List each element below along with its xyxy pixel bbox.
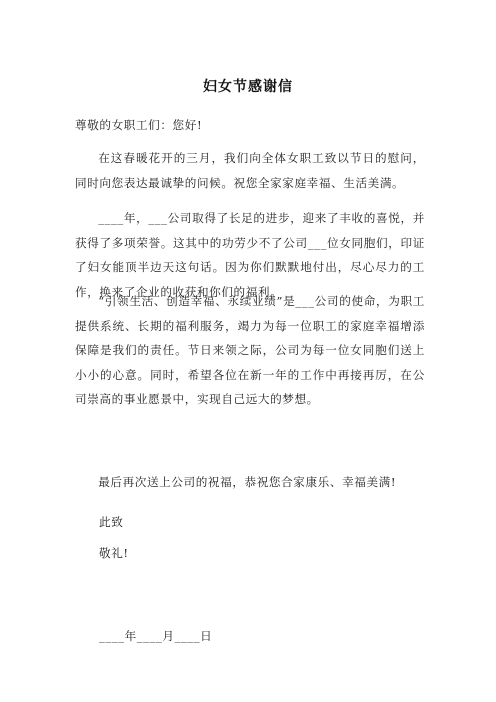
salutation: 尊敬的女职工们：您好! (75, 118, 203, 132)
paragraph-mission: “引领生活、创造幸福、永续业绩”是___公司的使命，为职工提供系统、长期的福利服务，竭力为每一位职工的家庭幸福增添保障是我们的责任。节日来领之际，公司为每一位女同胞们送上小小的心意。同时，希望各位在新一年的工作中再接再厉，在公司崇高的事业愿景中，实现自己远大的梦想。 (75, 294, 425, 406)
paragraph-achievements: ____年，___公司取得了长足的进步，迎来了丰收的喜悦，并获得了多项荣誉。这其中的功劳少不了公司___位女同胞们，印证了妇女能顶半边天这句话。因为你们默默地付出，尽心尽力的工作，换来了企业的收获和你们的福利。 (75, 211, 425, 299)
date-line: ____年____月____日 (99, 629, 213, 643)
paragraph-blessing: 最后再次送上公司的祝福，恭祝您合家康乐、幸福美满! (98, 475, 397, 489)
closing-ci-zhi: 此致 (99, 515, 124, 529)
closing-jing-li: 敬礼! (99, 546, 129, 560)
letter-title: 妇女节感谢信 (203, 79, 293, 95)
paragraph-greeting: 在这春暖花开的三月，我们向全体女职工致以节日的慰问，同时向您表达最诚挚的问候。祝您全家家庭幸福、生活美满。 (75, 151, 425, 190)
